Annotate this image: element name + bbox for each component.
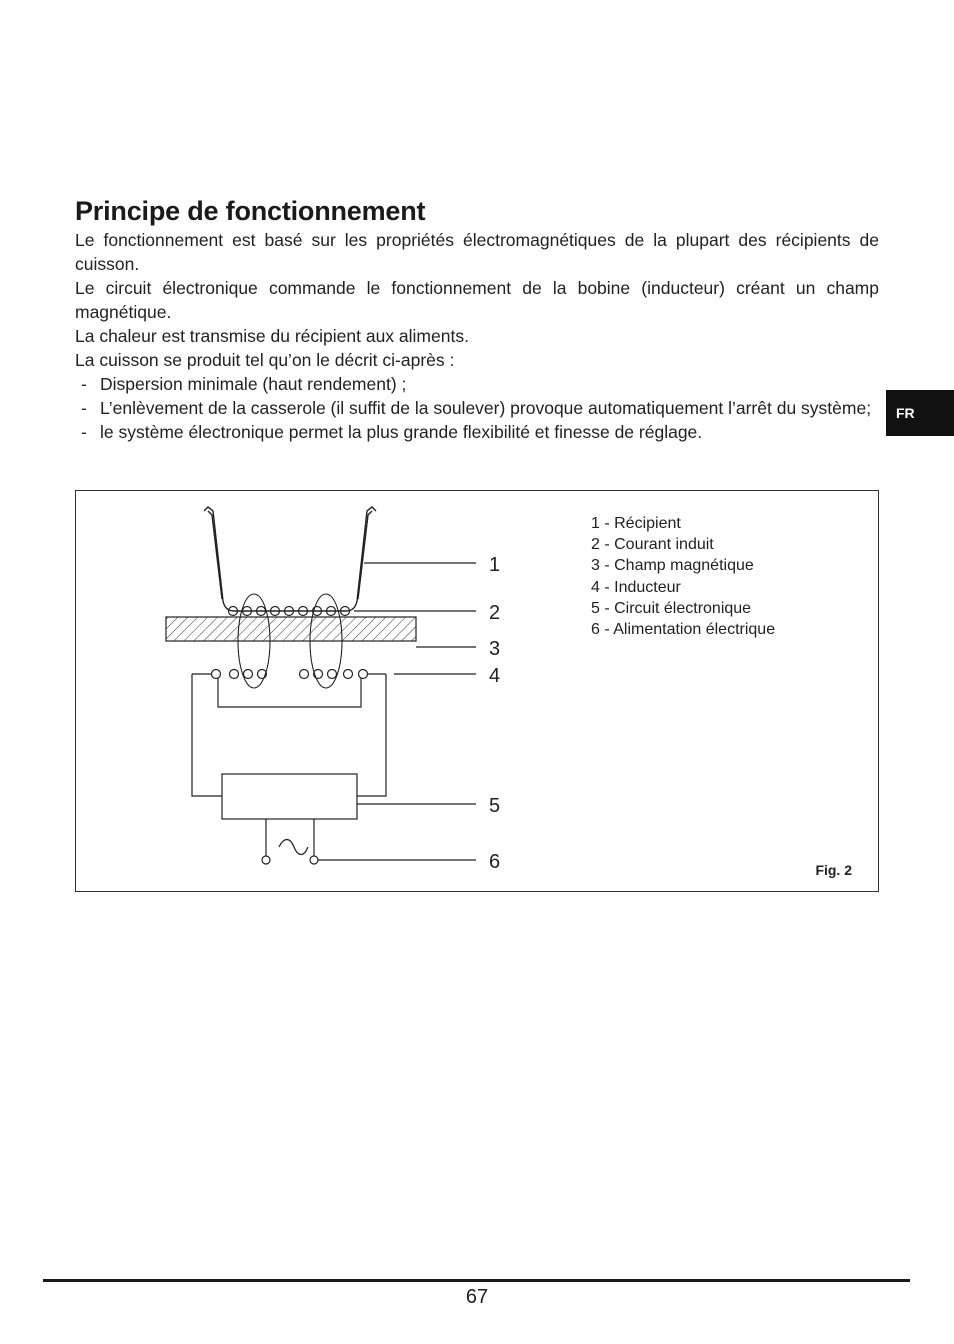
hob-plate-icon xyxy=(166,617,416,641)
callout-2: 2 xyxy=(489,602,501,624)
paragraph: La cuisson se produit tel qu’on le décrit ci-après : xyxy=(75,350,455,370)
callout-1: 1 xyxy=(489,554,501,576)
electronic-circuit-icon xyxy=(222,774,357,819)
callout-6: 6 xyxy=(489,851,501,873)
power-supply-icon xyxy=(262,819,318,864)
paragraph: Le circuit électronique commande le fonctionnement de la bobine (inducteur) créant un champ magnétique. xyxy=(75,278,879,322)
legend-item: 3 - Champ magnétique xyxy=(591,557,754,575)
figure-legend xyxy=(591,513,775,640)
bullet-list xyxy=(75,372,879,444)
callout-5: 5 xyxy=(489,795,501,817)
paragraph: La chaleur est transmise du récipient aux aliments. xyxy=(75,326,469,346)
legend-item: 6 - Alimentation électrique xyxy=(591,621,776,639)
body-text xyxy=(75,228,879,444)
bullet-item: - le système électronique permet la plus grande flexibilité et finesse de réglage. xyxy=(81,420,879,444)
pot-icon xyxy=(204,507,376,611)
induction-diagram xyxy=(76,491,636,891)
bullet-item: - L’enlèvement de la casserole (il suffit de la soulever) provoque automatiquement l’arrêt du système; xyxy=(81,396,879,420)
figure-label: Fig. 2 xyxy=(815,862,852,878)
paragraph: Le fonctionnement est basé sur les propriétés électromagnétiques de la plupart des récipients de cuisson. xyxy=(75,230,879,274)
callout-4: 4 xyxy=(489,665,501,687)
legend-item: 2 - Courant induit xyxy=(591,536,714,554)
inductor-coil-icon xyxy=(192,670,386,708)
footer-divider xyxy=(43,1279,910,1282)
legend-item: 4 - Inducteur xyxy=(591,578,681,596)
bullet-item: - Dispersion minimale (haut rendement) ; xyxy=(81,372,879,396)
legend-item: 5 - Circuit électronique xyxy=(591,599,752,617)
page-number: 67 xyxy=(465,1286,489,1308)
callout-3: 3 xyxy=(489,638,501,660)
figure-2 xyxy=(75,490,879,892)
legend-item: 1 - Récipient xyxy=(591,515,681,532)
page-title: Principe de fonctionnement xyxy=(75,196,426,226)
language-tab: FR xyxy=(886,390,954,436)
